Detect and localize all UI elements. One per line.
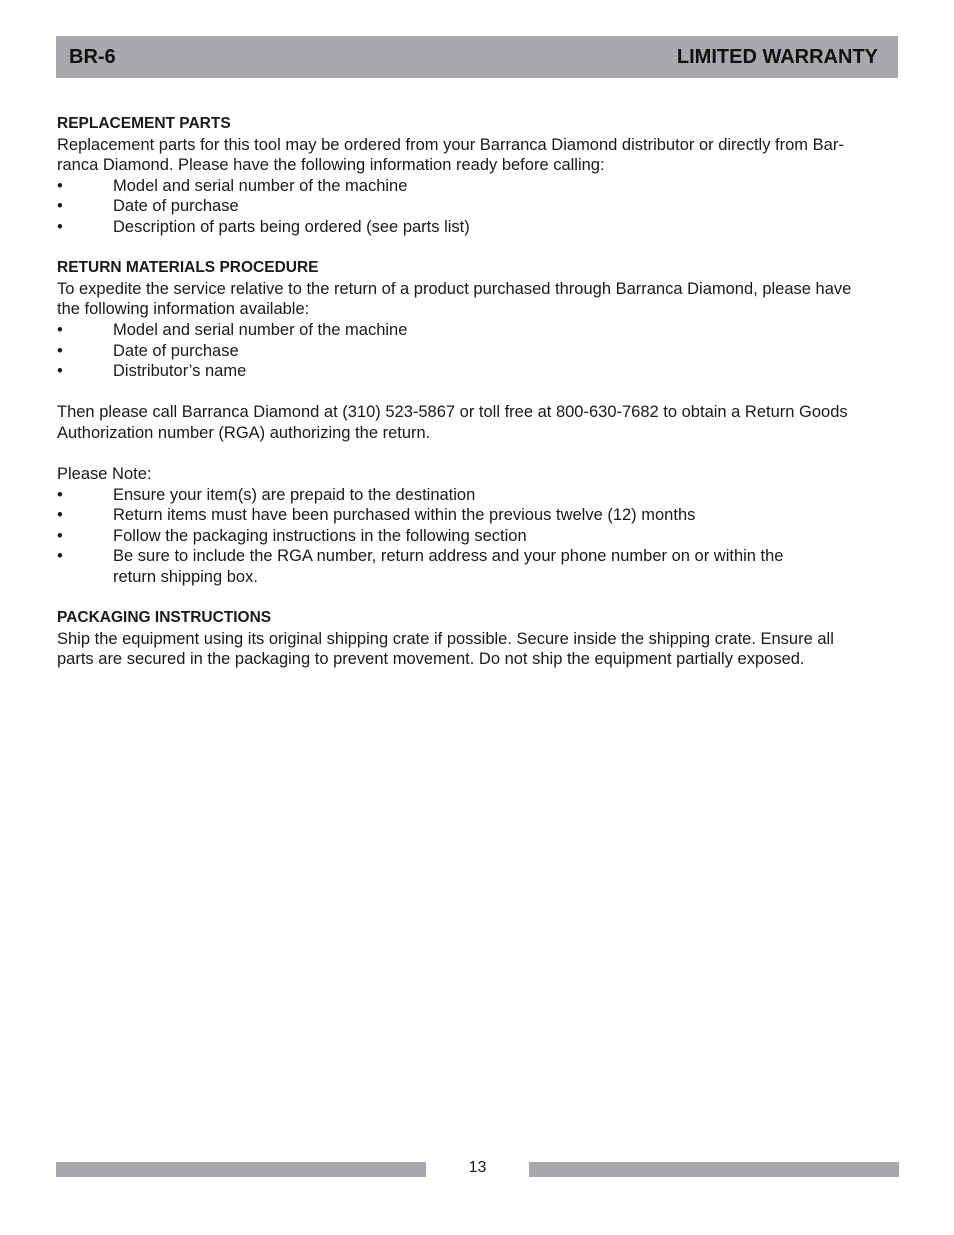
bullet: •: [57, 197, 63, 216]
document-body: [57, 114, 887, 691]
packaging-paragraph-line: Ship the equipment using its original shipping crate if possible. Secure inside the shipping crate. Ensure all: [57, 629, 834, 648]
bullet: •: [57, 526, 63, 545]
list-item: [57, 505, 887, 526]
list-item: [57, 217, 887, 238]
list-item: [57, 341, 887, 362]
packaging-title: PACKAGING INSTRUCTIONS: [57, 609, 272, 627]
replacement-parts-section: [57, 114, 887, 238]
list-item: [57, 485, 887, 506]
please-note-label: Please Note:: [57, 465, 152, 484]
returns-paragraph-line: To expedite the service relative to the return of a product purchased through Barranca Diamond, please have: [57, 279, 852, 298]
list-item-text: Date of purchase: [113, 341, 239, 360]
section-heading: LIMITED WARRANTY: [676, 45, 878, 68]
bullet: •: [57, 485, 63, 504]
list-item-text: Date of purchase: [113, 197, 239, 216]
bullet: •: [57, 176, 63, 195]
return-materials-section: [57, 258, 887, 382]
bullet: •: [57, 506, 63, 525]
bullet: •: [57, 547, 63, 566]
call-paragraph-line: Then please call Barranca Diamond at (310) 523-5867 or toll free at 800-630-7682 to obtain a Return Goods: [57, 403, 848, 422]
replacement-paragraph-line: ranca Diamond. Please have the following information ready before calling:: [57, 156, 605, 175]
replacement-paragraph-line: Replacement parts for this tool may be ordered from your Barranca Diamond distributor or directly from Bar-: [57, 135, 844, 154]
please-note-section: [57, 464, 887, 588]
note-list: [57, 485, 887, 588]
list-item: [57, 361, 887, 382]
list-item: [57, 526, 887, 547]
list-item-text: Ensure your item(s) are prepaid to the destination: [113, 485, 476, 504]
returns-paragraph-line: the following information available:: [57, 300, 310, 319]
packaging-paragraph-line: parts are secured in the packaging to prevent movement. Do not ship the equipment partially exposed.: [57, 650, 805, 669]
call-instructions: [57, 402, 887, 443]
return-materials-title: RETURN MATERIALS PROCEDURE: [57, 259, 319, 277]
page-number: 13: [468, 1159, 487, 1176]
list-item-text: Distributor’s name: [113, 362, 247, 381]
bullet: •: [57, 362, 63, 381]
footer-bar-right: [529, 1162, 899, 1177]
list-item: [57, 196, 887, 217]
packaging-section: [57, 608, 887, 670]
page-header: [56, 36, 898, 78]
footer-bar-left: [56, 1162, 426, 1177]
list-item: [57, 546, 887, 587]
bullet: •: [57, 217, 63, 236]
replacement-parts-title: REPLACEMENT PARTS: [57, 115, 231, 132]
list-item-text: Model and serial number of the machine: [113, 176, 408, 195]
bullet: •: [57, 320, 63, 339]
returns-list: [57, 320, 887, 382]
call-paragraph-line: Authorization number (RGA) authorizing the return.: [57, 423, 431, 442]
list-item: [57, 320, 887, 341]
list-item-text: Model and serial number of the machine: [113, 320, 408, 339]
list-item-text: Return items must have been purchased within the previous twelve (12) months: [113, 506, 696, 525]
replacement-list: [57, 176, 887, 238]
bullet: •: [57, 341, 63, 360]
list-item-text: Be sure to include the RGA number, return address and your phone number on or within the return shipping box.: [113, 547, 784, 587]
list-item-text: Description of parts being ordered (see parts list): [113, 217, 470, 236]
list-item: [57, 176, 887, 197]
list-item-text: Follow the packaging instructions in the following section: [113, 526, 527, 545]
model-name: BR-6: [69, 45, 116, 68]
